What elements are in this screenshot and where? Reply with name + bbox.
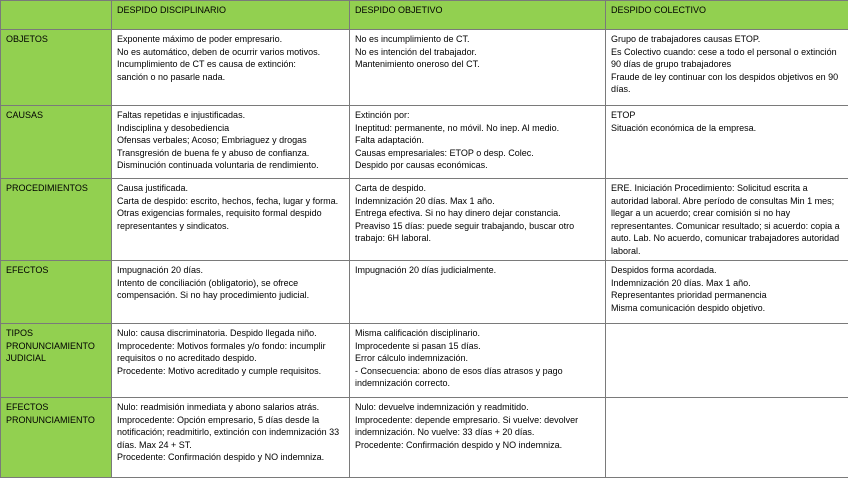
cell-line: Mantenimiento oneroso del CT. bbox=[355, 58, 600, 71]
cell-line: Disminución continuada voluntaria de rendimiento. bbox=[117, 159, 344, 172]
cell-line: Improcedente: Motivos formales y/o fondo: incumplir requisitos o no acreditado despido. bbox=[117, 340, 344, 365]
row-label-procedimientos: PROCEDIMIENTOS bbox=[1, 179, 112, 261]
header-corner bbox=[1, 1, 112, 30]
cell-line: Carta de despido. bbox=[355, 182, 600, 195]
cell-objetivo bbox=[350, 179, 606, 261]
table-row bbox=[1, 106, 848, 179]
cell-line: Causa justificada. bbox=[117, 182, 344, 195]
cell-line: Nulo: readmisión inmediata y abono salarios atrás. bbox=[117, 401, 344, 414]
cell-line: Exponente máximo de poder empresario. bbox=[117, 33, 344, 46]
cell-colectivo bbox=[606, 179, 848, 261]
cell-line: Indisciplina y desobediencia bbox=[117, 122, 344, 135]
table-row bbox=[1, 179, 848, 261]
table-row bbox=[1, 261, 848, 324]
cell-line: Preaviso 15 días: puede seguir trabajando, buscar otro trabajo: 6H laboral. bbox=[355, 220, 600, 245]
table-row bbox=[1, 324, 848, 398]
table-row bbox=[1, 398, 848, 478]
cell-line: Indemnización 20 días. Max 1 año. bbox=[355, 195, 600, 208]
cell-line: Ofensas verbales; Acoso; Embriaguez y drogas bbox=[117, 134, 344, 147]
header-despido-disciplinario: DESPIDO DISCIPLINARIO bbox=[112, 1, 350, 30]
cell-line: Indemnización 20 días. Max 1 año. bbox=[611, 277, 843, 290]
cell-line: Extinción por: bbox=[355, 109, 600, 122]
cell-line: Impugnación 20 días. bbox=[117, 264, 344, 277]
cell-line: No es intención del trabajador. bbox=[355, 46, 600, 59]
cell-disciplinario bbox=[112, 106, 350, 179]
cell-disciplinario bbox=[112, 324, 350, 398]
cell-line: Representantes prioridad permanencia bbox=[611, 289, 843, 302]
cell-colectivo bbox=[606, 106, 848, 179]
table-row bbox=[1, 30, 848, 106]
header-despido-objetivo: DESPIDO OBJETIVO bbox=[350, 1, 606, 30]
cell-line: Carta de despido: escrito, hechos, fecha, lugar y forma. bbox=[117, 195, 344, 208]
cell-line: Faltas repetidas e injustificadas. bbox=[117, 109, 344, 122]
header-row bbox=[1, 1, 848, 30]
cell-line: Causas empresariales: ETOP o desp. Colec. bbox=[355, 147, 600, 160]
cell-disciplinario bbox=[112, 179, 350, 261]
cell-line: ETOP bbox=[611, 109, 843, 122]
cell-line: Fraude de ley continuar con los despidos objetivos en 90 días. bbox=[611, 71, 843, 96]
cell-line: Situación económica de la empresa. bbox=[611, 122, 843, 135]
cell-objetivo bbox=[350, 261, 606, 324]
cell-line: sanción o no pasarle nada. bbox=[117, 71, 344, 84]
cell-line: Entrega efectiva. Si no hay dinero dejar constancia. bbox=[355, 207, 600, 220]
cell-objetivo bbox=[350, 30, 606, 106]
cell-objetivo bbox=[350, 106, 606, 179]
cell-line: Nulo: devuelve indemnización y readmitido. bbox=[355, 401, 600, 414]
cell-line: Misma calificación disciplinario. bbox=[355, 327, 600, 340]
cell-line: Procedente: Motivo acreditado y cumple requisitos. bbox=[117, 365, 344, 378]
cell-colectivo bbox=[606, 261, 848, 324]
cell-line: Intento de conciliación (obligatorio), se ofrece compensación. Si no hay procedimiento judicial. bbox=[117, 277, 344, 302]
cell-line: No es automático, deben de ocurrir varios motivos. bbox=[117, 46, 344, 59]
cell-line: Ineptitud: permanente, no móvil. No inep. Al medio. bbox=[355, 122, 600, 135]
cell-line: Improcedente: depende empresario. Si vuelve: devolver indemnización. No vuelve: 33 días + 20 días. bbox=[355, 414, 600, 439]
cell-line: Transgresión de buena fe y abuso de confianza. bbox=[117, 147, 344, 160]
cell-line: Error cálculo indemnización. bbox=[355, 352, 600, 365]
cell-line: Grupo de trabajadores causas ETOP. bbox=[611, 33, 843, 46]
cell-line: Impugnación 20 días judicialmente. bbox=[355, 264, 600, 277]
cell-line: Falta adaptación. bbox=[355, 134, 600, 147]
cell-objetivo bbox=[350, 398, 606, 478]
row-label-efectos: EFECTOS bbox=[1, 261, 112, 324]
cell-objetivo bbox=[350, 324, 606, 398]
row-label-causas: CAUSAS bbox=[1, 106, 112, 179]
cell-line: Misma comunicación despido objetivo. bbox=[611, 302, 843, 315]
cell-line: Nulo: causa discriminatoria. Despido llegada niño. bbox=[117, 327, 344, 340]
cell-colectivo bbox=[606, 324, 848, 398]
cell-disciplinario bbox=[112, 30, 350, 106]
row-label-tipos-pronunciamiento-judicial: TIPOS PRONUNCIAMIENTO JUDICIAL bbox=[1, 324, 112, 398]
cell-line: Despido por causas económicas. bbox=[355, 159, 600, 172]
cell-line: - Consecuencia: abono de esos días atrasos y pago indemnización correcto. bbox=[355, 365, 600, 390]
cell-line: ERE. Iniciación Procedimiento: Solicitud escrita a autoridad laboral. Abre período de consultas Min 1 mes; llegar a un acuerdo; crear comisión si no hay representantes. Comunicar resultado; si acuerdo: copia a auto. Lab. No acuerdo, comunicar trabajadores autoridad laboral. bbox=[611, 182, 843, 258]
cell-line: Despidos forma acordada. bbox=[611, 264, 843, 277]
cell-line: Improcedente si pasan 15 días. bbox=[355, 340, 600, 353]
row-label-efectos-pronunciamiento: EFECTOS PRONUNCIAMIENTO bbox=[1, 398, 112, 478]
row-label-objetos: OBJETOS bbox=[1, 30, 112, 106]
header-despido-colectivo: DESPIDO COLECTIVO bbox=[606, 1, 848, 30]
cell-disciplinario bbox=[112, 398, 350, 478]
cell-line: Incumplimiento de CT es causa de extinción: bbox=[117, 58, 344, 71]
cell-line: Improcedente: Opción empresario, 5 días desde la notificación; readmitirlo, extinción con indemnización 33 días. Max 24 + ST. bbox=[117, 414, 344, 452]
cell-line: Otras exigencias formales, requisito formal despido representantes y sindicatos. bbox=[117, 207, 344, 232]
cell-colectivo bbox=[606, 398, 848, 478]
cell-line: Procedente: Confirmación despido y NO indemniza. bbox=[355, 439, 600, 452]
cell-line: Procedente: Confirmación despido y NO indemniza. bbox=[117, 451, 344, 464]
cell-line: Es Colectivo cuando: cese a todo el personal o extinción 90 días de grupo trabajadores bbox=[611, 46, 843, 71]
cell-line: No es incumplimiento de CT. bbox=[355, 33, 600, 46]
cell-disciplinario bbox=[112, 261, 350, 324]
cell-colectivo bbox=[606, 30, 848, 106]
